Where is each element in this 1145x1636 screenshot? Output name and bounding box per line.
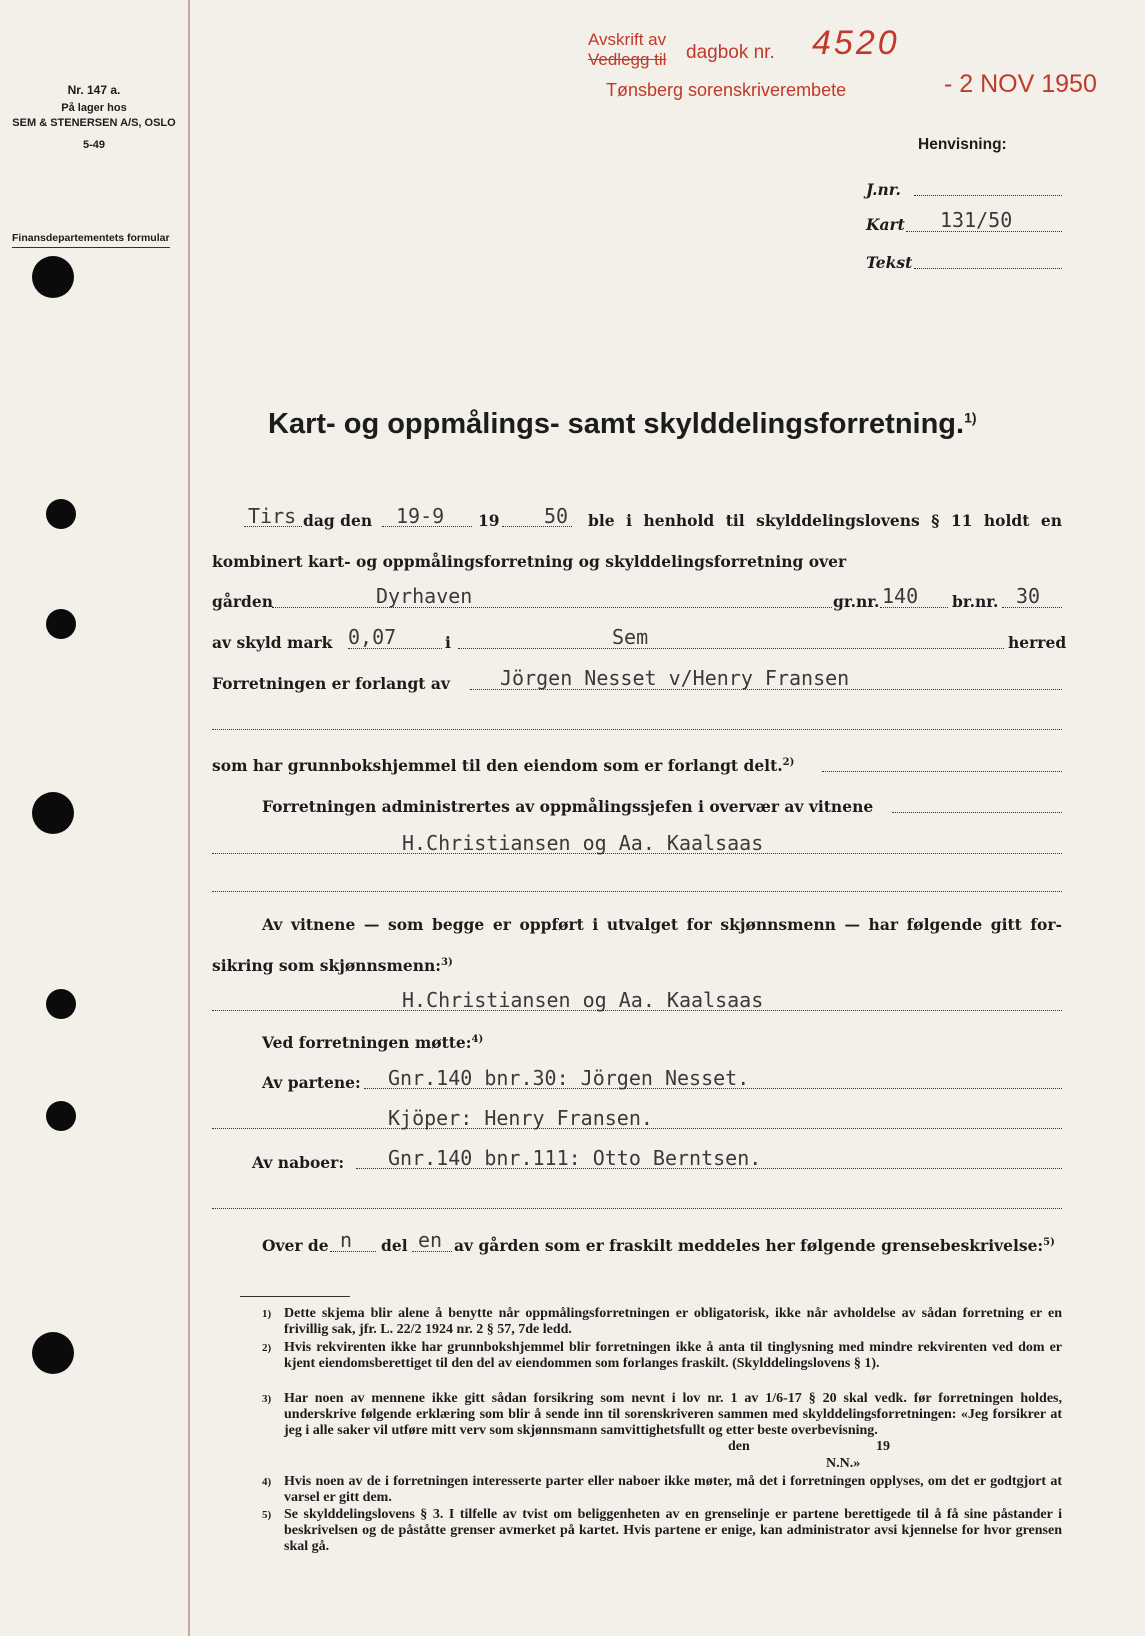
forlangt-hand: Jörgen Nesset v/Henry Fransen: [500, 666, 850, 690]
binder-hole: [46, 1101, 76, 1131]
footnote-num: 2): [262, 1342, 272, 1354]
footnote-5: [262, 1507, 1062, 1557]
footnote-num: 1): [262, 1308, 272, 1320]
vitner-hand: H.Christiansen og Aa. Kaalsaas: [402, 831, 764, 855]
binder-hole: [32, 256, 74, 298]
over-hand-2: en: [418, 1228, 443, 1252]
stamp-vedlegg: Vedlegg til: [588, 50, 667, 69]
binder-hole: [32, 792, 74, 834]
over-footnote-ref: 5): [1043, 1236, 1055, 1248]
skyld-label: av skyld mark: [212, 633, 333, 652]
grnr-label: gr.nr.: [833, 592, 880, 611]
kart-label: Kart: [866, 215, 905, 234]
skyld-hand: 0,07: [348, 625, 397, 649]
grunnbok-text: [212, 756, 794, 775]
grunnbok-label: som har grunnbokshjemmel til den eiendom som er forlangt delt.: [212, 756, 783, 775]
partene-label: Av partene:: [262, 1073, 361, 1092]
kart-value: 131/50: [940, 208, 1013, 232]
av-vitnene-line1: Av vitnene — som begge er oppført i utvalget for skjønnsmenn — har følgende gitt for-: [262, 915, 1062, 934]
stamp-avskrift: Avskrift av: [588, 30, 667, 49]
over-rest-text: [454, 1236, 1055, 1255]
footnote-num: 4): [262, 1476, 272, 1488]
line2-text: kombinert kart- og oppmålingsforretning og skylddelingsforretning over: [212, 552, 847, 571]
av-vitnene-label: sikring som skjønnsmenn:: [212, 956, 441, 975]
over-rest-label: av gården som er fraskilt meddeles her følgende grensebeskrivelse:: [454, 1236, 1044, 1255]
date-line: [382, 526, 472, 527]
margin-line: [188, 0, 190, 1636]
av-vitnene-line2: [212, 956, 453, 975]
herred-hand: Sem: [612, 625, 649, 649]
footnote-3-den: den: [728, 1439, 750, 1454]
footnote-text: Se skylddelingslovens § 3. I tilfelle av tvist om beliggenheten av en grenselinje er partene berettigede til å få sine påstander i beskrivelsen og de påståtte grenser avmerket på kartet. Hvis partene er enige, kan administrator avsi kjennelse for hvor grensen skal gå.: [284, 1507, 1062, 1554]
stamp-office: Tønsberg sorenskriverembete: [606, 80, 847, 100]
partene-hand-1: Gnr.140 bnr.30: Jörgen Nesset.: [388, 1066, 750, 1090]
year-line: [502, 526, 572, 527]
motte-footnote-ref: 4): [471, 1033, 484, 1045]
av-vitnene-footnote-ref: 3): [440, 956, 453, 968]
grnr-hand: 140: [882, 584, 919, 608]
jnr-line: [914, 195, 1062, 196]
binder-hole: [46, 609, 76, 639]
footnote-text: Dette skjema blir alene å benytte når oppmålingsforretningen er obligatorisk, ikke når avholdelse av sådan forretning er en frivillig sak, jfr. L. 22/2 1924 nr. 2 § 57, 7de ledd.: [284, 1306, 1062, 1337]
date-hand: 19-9: [396, 504, 445, 528]
footnote-text: Hvis noen av de i forretningen interesserte parter eller naboer ikke møter, må det i forretningen opplyses, om det er godtgjort at varsel er gitt dem.: [284, 1474, 1062, 1505]
line1-rest: ble i henhold til skylddelingslovens § 11 holdt en: [588, 511, 1062, 530]
tekst-label: Tekst: [866, 253, 913, 272]
herred-label: herred: [1008, 633, 1067, 652]
over-hand-1: n: [340, 1228, 353, 1252]
year-prefix: 19: [478, 511, 500, 530]
stock-line: På lager hos: [61, 102, 127, 114]
garden-label: gården: [212, 592, 274, 611]
form-dept: Finansdepartementets formular: [12, 231, 170, 248]
footnote-4: [262, 1474, 1062, 1508]
partene-hand-2: Kjöper: Henry Fransen.: [388, 1106, 653, 1130]
footnote-num: 3): [262, 1393, 272, 1405]
stamp-dagbok: dagbok nr.: [686, 42, 775, 63]
over-de-label: Over de: [262, 1236, 329, 1255]
binder-hole: [46, 989, 76, 1019]
blank-line: [212, 729, 1062, 730]
footnote-3: [262, 1391, 1062, 1473]
footnote-num: 5): [262, 1509, 272, 1521]
motte-text: [262, 1033, 483, 1052]
grunnbok-footnote-ref: 2): [782, 756, 795, 768]
naboer-hand: Gnr.140 bnr.111: Otto Berntsen.: [388, 1146, 762, 1170]
footnote-text: Hvis rekvirenten ikke har grunnbokshjemmel blir forretningen ikke å anta til tinglysning med mindre rekvirenten ved dom er kjent eiendomsberettiget til den del av eiendommen som forlanges fraskilt. (Skylddelingslovens § 1).: [284, 1340, 1062, 1371]
stamp-date: - 2 NOV 1950: [944, 70, 1097, 98]
binder-hole: [32, 1332, 74, 1374]
skjonn-line: [212, 1010, 1062, 1011]
form-code: 5-49: [82, 139, 106, 151]
over-line-1: [330, 1251, 376, 1252]
naboer-label: Av naboer:: [252, 1153, 345, 1172]
naboer-line-2: [212, 1208, 1062, 1209]
vitner-line: [212, 853, 1062, 854]
tekst-line: [914, 268, 1062, 269]
grunnbok-line: [822, 771, 1062, 772]
day-line: [244, 526, 302, 527]
footnote-1: [262, 1306, 1062, 1340]
page-title: [268, 408, 977, 441]
stock-company: SEM & STENERSEN A/S, OSLO: [12, 117, 176, 129]
brnr-hand: 30: [1016, 584, 1041, 608]
motte-label: Ved forretningen møtte:: [262, 1033, 472, 1052]
form-info: [4, 83, 184, 153]
footnote-text: Har noen av mennene ikke gitt sådan forsikring som nevnt i lov nr. 1 av 1/6-17 § 20 skal vedk. før forretningen holdes, underskrive følgende erklæring som blir å sende inn til sorenskriveren sammen med skylddelingsforretningen: «Jeg forsikrer at jeg i alle saker vil utføre mitt verv som skjønnsmann samvittighetsfullt og etter beste overbevisning.: [284, 1391, 1062, 1438]
stamp-number: 4520: [812, 24, 900, 62]
admin-text: Forretningen administrertes av oppmålingssjefen i overvær av vitnene: [262, 797, 874, 816]
admin-line: [892, 812, 1062, 813]
footnote-3-nn: N.N.»: [826, 1456, 861, 1471]
vitner-line-2: [212, 891, 1062, 892]
day-hand: Tirs: [248, 504, 297, 528]
jnr-label: J.nr.: [866, 180, 901, 199]
title-footnote-ref: 1): [964, 409, 977, 426]
del-label: del: [381, 1236, 408, 1255]
i-label: i: [445, 633, 451, 652]
year-hand: 50: [544, 504, 569, 528]
footnote-3-19: 19: [876, 1439, 890, 1454]
footnote-rule: [240, 1296, 350, 1297]
dag-den-label: dag den: [303, 511, 373, 530]
form-number: Nr. 147 a.: [67, 83, 121, 97]
reference-title: Henvisning:: [918, 136, 1007, 153]
skjonn-hand: H.Christiansen og Aa. Kaalsaas: [402, 988, 764, 1012]
footnote-2: [262, 1340, 1062, 1390]
herred-line: [458, 648, 1004, 649]
partene-line-2: [212, 1128, 1062, 1129]
brnr-label: br.nr.: [952, 592, 999, 611]
binder-hole: [46, 499, 76, 529]
page-title-text: Kart- og oppmålings- samt skylddelingsforretning.: [268, 408, 965, 440]
garden-hand: Dyrhaven: [376, 584, 473, 608]
garden-line: [272, 607, 832, 608]
forlangt-label: Forretningen er forlangt av: [212, 674, 450, 693]
